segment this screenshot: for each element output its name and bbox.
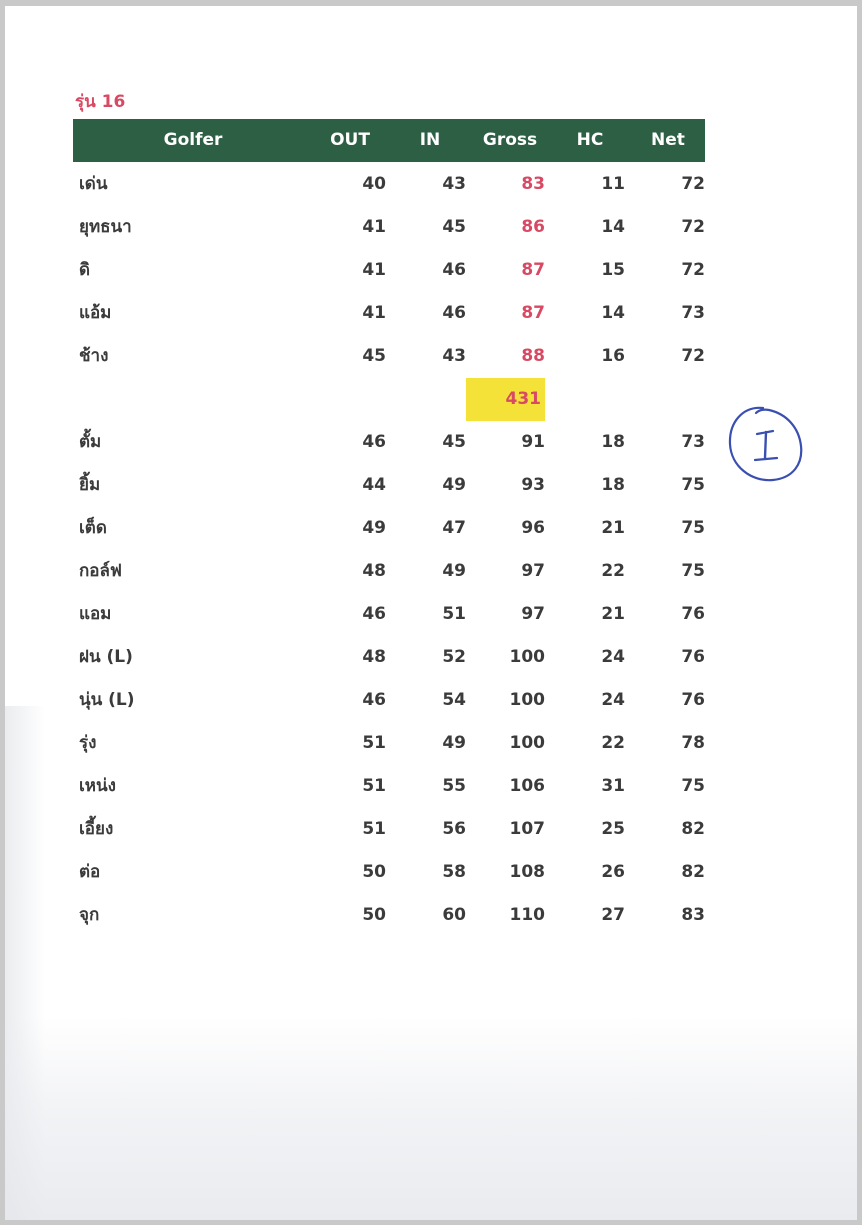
header-net: Net: [651, 130, 685, 150]
cell-out: 46: [362, 604, 386, 624]
cell-net: 73: [681, 432, 705, 452]
cell-gross: 86: [521, 217, 545, 237]
cell-gross: 97: [521, 604, 545, 624]
table-row: [73, 642, 705, 672]
cell-gross: 100: [509, 690, 545, 710]
cell-out: 49: [362, 518, 386, 538]
cell-net: 76: [681, 690, 705, 710]
cell-in: 43: [442, 346, 466, 366]
cell-in: 43: [442, 174, 466, 194]
cell-net: 82: [681, 862, 705, 882]
table-row: [73, 857, 705, 887]
cell-hc: 14: [601, 217, 625, 237]
cell-gross: 108: [509, 862, 545, 882]
golfer-name: แอ้ม: [79, 303, 112, 323]
cell-hc: 11: [601, 174, 625, 194]
cell-gross: 107: [509, 819, 545, 839]
golfer-name: แอม: [79, 604, 112, 624]
golfer-name: เด่น: [79, 174, 108, 194]
table-row: [73, 470, 705, 500]
cell-net: 72: [681, 217, 705, 237]
table-row: [73, 728, 705, 758]
cell-in: 47: [442, 518, 466, 538]
cell-out: 41: [362, 303, 386, 323]
cell-net: 82: [681, 819, 705, 839]
cell-hc: 21: [601, 518, 625, 538]
golfer-name: ดิ: [79, 260, 91, 280]
cell-in: 49: [442, 733, 466, 753]
golfer-name: ยิ้ม: [79, 475, 101, 495]
cell-out: 48: [362, 647, 386, 667]
golfer-name: เอี้ยง: [79, 819, 114, 839]
cell-gross: 87: [521, 260, 545, 280]
table-row: [73, 513, 705, 543]
table-row: [73, 685, 705, 715]
cell-net: 72: [681, 346, 705, 366]
team-total: 431: [505, 389, 541, 409]
cell-net: 75: [681, 561, 705, 581]
table-row: [73, 599, 705, 629]
cell-hc: 24: [601, 647, 625, 667]
cell-net: 75: [681, 776, 705, 796]
cell-net: 75: [681, 518, 705, 538]
cell-net: 83: [681, 905, 705, 925]
cell-gross: 88: [521, 346, 545, 366]
cell-in: 55: [442, 776, 466, 796]
golfer-name: เหน่ง: [79, 776, 116, 796]
cell-net: 73: [681, 303, 705, 323]
cell-gross: 93: [521, 475, 545, 495]
cell-net: 76: [681, 647, 705, 667]
cell-hc: 18: [601, 475, 625, 495]
header-golfer: Golfer: [163, 130, 223, 150]
cell-net: 78: [681, 733, 705, 753]
table-row: [73, 341, 705, 371]
cell-gross: 110: [509, 905, 545, 925]
cell-out: 45: [362, 346, 386, 366]
cell-net: 76: [681, 604, 705, 624]
golfer-name: ตั้ม: [79, 432, 102, 452]
cell-hc: 31: [601, 776, 625, 796]
table-row: [73, 771, 705, 801]
cell-hc: 25: [601, 819, 625, 839]
table-row: [73, 212, 705, 242]
cell-out: 51: [362, 776, 386, 796]
cell-in: 46: [442, 303, 466, 323]
cell-gross: 91: [521, 432, 545, 452]
cell-hc: 18: [601, 432, 625, 452]
golfer-name: นุ่น (L): [79, 690, 135, 710]
group-title: รุ่น 16: [75, 92, 126, 112]
cell-out: 51: [362, 733, 386, 753]
scan-shadow-bottom: [5, 1016, 857, 1220]
cell-hc: 24: [601, 690, 625, 710]
table-row: [73, 427, 705, 457]
cell-gross: 83: [521, 174, 545, 194]
cell-gross: 100: [509, 647, 545, 667]
cell-hc: 22: [601, 733, 625, 753]
cell-out: 51: [362, 819, 386, 839]
cell-hc: 26: [601, 862, 625, 882]
cell-out: 44: [362, 475, 386, 495]
header-hc: HC: [576, 130, 604, 150]
cell-in: 58: [442, 862, 466, 882]
cell-gross: 100: [509, 733, 545, 753]
cell-out: 40: [362, 174, 386, 194]
cell-out: 46: [362, 432, 386, 452]
cell-out: 50: [362, 905, 386, 925]
cell-in: 49: [442, 475, 466, 495]
cell-out: 50: [362, 862, 386, 882]
cell-out: 46: [362, 690, 386, 710]
table-row: [73, 814, 705, 844]
cell-in: 51: [442, 604, 466, 624]
table-row: [73, 298, 705, 328]
cell-hc: 21: [601, 604, 625, 624]
cell-hc: 27: [601, 905, 625, 925]
golfer-name: ช้าง: [79, 346, 109, 366]
cell-gross: 97: [521, 561, 545, 581]
golfer-name: ยุทธนา: [79, 217, 132, 237]
cell-in: 45: [442, 217, 466, 237]
cell-net: 75: [681, 475, 705, 495]
golfer-name: จุก: [79, 905, 100, 925]
handwritten-circled-one-mark: [723, 404, 805, 486]
header-out: OUT: [330, 130, 370, 150]
cell-hc: 16: [601, 346, 625, 366]
table-row: [73, 556, 705, 586]
cell-in: 54: [442, 690, 466, 710]
cell-out: 41: [362, 260, 386, 280]
golfer-name: ฝน (L): [79, 647, 133, 667]
cell-in: 45: [442, 432, 466, 452]
cell-in: 49: [442, 561, 466, 581]
table-row: [73, 900, 705, 930]
cell-hc: 22: [601, 561, 625, 581]
golfer-name: เต็ด: [79, 518, 107, 538]
cell-hc: 15: [601, 260, 625, 280]
golfer-name: ต่อ: [79, 862, 101, 882]
cell-in: 56: [442, 819, 466, 839]
table-row: [73, 255, 705, 285]
cell-in: 52: [442, 647, 466, 667]
header-gross: Gross: [482, 130, 538, 150]
golfer-name: กอล์ฟ: [79, 561, 122, 581]
table-row: [73, 169, 705, 199]
cell-in: 60: [442, 905, 466, 925]
cell-hc: 14: [601, 303, 625, 323]
cell-gross: 106: [509, 776, 545, 796]
cell-gross: 87: [521, 303, 545, 323]
cell-gross: 96: [521, 518, 545, 538]
golfer-name: รุ่ง: [79, 733, 97, 753]
table-header: [73, 119, 705, 162]
scanned-page: [5, 6, 857, 1220]
cell-net: 72: [681, 260, 705, 280]
cell-out: 41: [362, 217, 386, 237]
header-in: IN: [419, 130, 441, 150]
cell-in: 46: [442, 260, 466, 280]
cell-out: 48: [362, 561, 386, 581]
cell-net: 72: [681, 174, 705, 194]
